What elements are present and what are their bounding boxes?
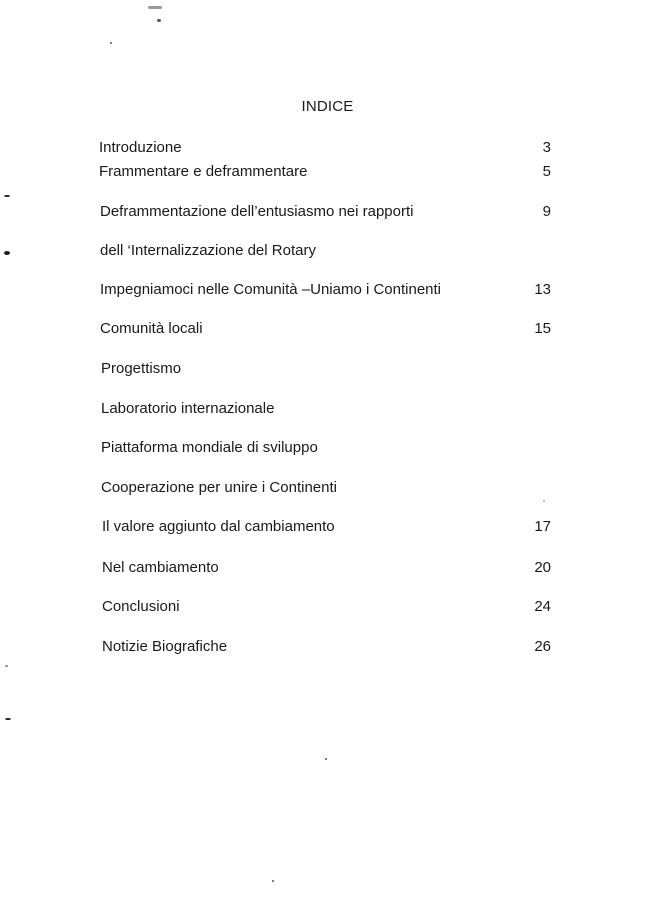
toc-entry-label: Nel cambiamento [102, 559, 219, 576]
toc-entry [0, 201, 655, 223]
scan-speck [110, 42, 112, 44]
toc-entry-label: Frammentare e deframmentare [99, 163, 308, 180]
page-title: INDICE [301, 98, 354, 115]
toc-entry [0, 398, 655, 420]
toc-entry-page: 17 [534, 518, 551, 535]
toc-entry-page: 24 [534, 598, 551, 615]
toc-entry-page: 20 [534, 559, 551, 576]
toc-entry-label: Piattaforma mondiale di sviluppo [101, 439, 318, 456]
toc-entry-label: Comunità locali [100, 320, 203, 337]
toc-entry-label: Notizie Biografiche [102, 638, 228, 655]
toc-entry [0, 161, 655, 183]
scan-speck [543, 500, 545, 502]
scan-speck [5, 718, 11, 720]
toc-entry [0, 240, 655, 262]
toc-entry-page: 3 [542, 139, 551, 156]
toc-entry-page: 13 [534, 281, 551, 298]
toc-entry [0, 279, 655, 301]
toc-entry-label: Impegniamoci nelle Comunità –Uniamo i Continenti [100, 281, 442, 298]
toc-entry [0, 596, 655, 618]
toc-entry-page: 26 [534, 638, 551, 655]
toc-entry [0, 477, 655, 499]
scan-speck [272, 880, 274, 882]
toc-entry-label: Il valore aggiunto dal cambiamento [102, 518, 335, 535]
toc-entry-label: Progettismo [101, 360, 182, 377]
toc-entry-label: Introduzione [99, 139, 182, 156]
toc-entry-label: Laboratorio internazionale [101, 400, 275, 417]
toc-entry-label: Conclusioni [102, 598, 180, 615]
toc-entry [0, 137, 655, 159]
toc-entry-page: 9 [542, 203, 551, 220]
scan-speck [157, 19, 161, 22]
toc-entry [0, 358, 655, 380]
scan-speck [5, 665, 8, 667]
toc-entry [0, 636, 655, 658]
scan-speck [325, 758, 327, 760]
toc-entry-label: dell ‘Internalizzazione del Rotary [100, 242, 316, 259]
scan-speck [148, 6, 162, 9]
toc-entry-label: Deframmentazione dell’entusiasmo nei rapporti [100, 203, 414, 220]
toc-entry [0, 318, 655, 340]
toc-entry [0, 557, 655, 579]
toc-entry [0, 516, 655, 538]
toc-entry [0, 437, 655, 459]
toc-entry-label: Cooperazione per unire i Continenti [101, 479, 337, 496]
scan-speck [4, 195, 10, 197]
toc-entry-page: 5 [542, 163, 551, 180]
toc-entry-page: 15 [534, 320, 551, 337]
